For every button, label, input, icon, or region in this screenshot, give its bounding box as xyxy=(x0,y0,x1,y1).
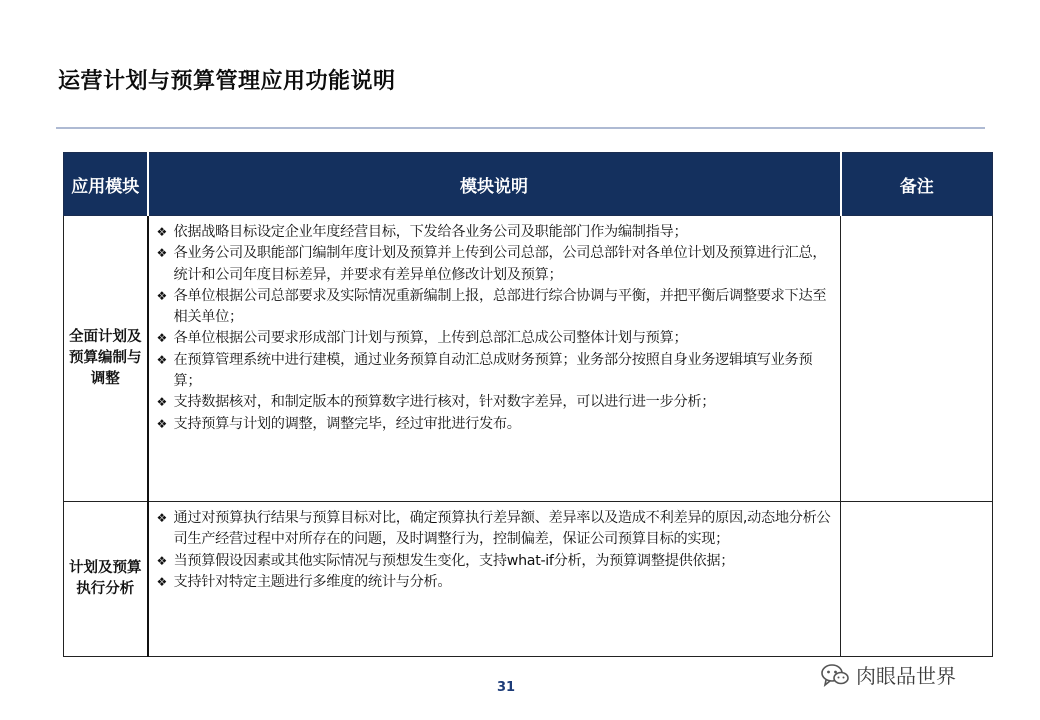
table-row xyxy=(64,216,993,502)
description-cell xyxy=(148,216,841,502)
diamond-bullet-icon: ❖ xyxy=(156,553,168,568)
list-item: ❖ 各单位根据公司要求形成部门计划与预算，上传到总部汇总成公司整体计划与预算； xyxy=(157,328,835,349)
note-cell xyxy=(841,216,993,502)
title-divider xyxy=(56,127,985,129)
list-item: ❖ 通过对预算执行结果与预算目标对比，确定预算执行差异额、差异率以及造成不利差异的原因,动态地分析公司生产经营过程中对所存在的问题，及时调整行为，控制偏差，保证公司预算目标的实现； xyxy=(156,510,831,548)
list-item: ❖ 当预算假设因素或其他实际情况与预想发生变化，支持what-if分析，为预算调整提供依据； xyxy=(157,551,835,572)
module-name-line: 全面计划及 xyxy=(69,329,142,345)
diamond-bullet-icon: ❖ xyxy=(156,352,168,367)
diamond-bullet-icon: ❖ xyxy=(156,246,168,261)
page-number: 31 xyxy=(496,680,516,695)
diamond-bullet-icon: ❖ xyxy=(156,511,168,525)
table-header-row xyxy=(64,153,993,216)
list-item: ❖ 在预算管理系统中进行建模，通过业务预算自动汇总成财务预算；业务部分按照自身业务逻辑填写业务预算； xyxy=(156,351,813,390)
module-cell xyxy=(64,502,148,657)
wechat-icon xyxy=(820,662,850,688)
header-module: 应用模块 xyxy=(64,153,148,216)
description-list xyxy=(157,222,835,435)
diamond-bullet-icon: ❖ xyxy=(156,225,168,239)
note-cell xyxy=(841,502,993,657)
watermark xyxy=(820,660,956,689)
module-name-line: 计划及预算 xyxy=(69,560,142,576)
page-title: 运营计划与预算管理应用功能说明 xyxy=(58,69,396,94)
list-item: ❖ 支持针对特定主题进行多维度的统计与分析。 xyxy=(157,572,835,593)
list-item: ❖ 支持数据核对，和制定版本的预算数字进行核对，针对数字差异，可以进行进一步分析； xyxy=(157,392,835,413)
diamond-bullet-icon: ❖ xyxy=(156,288,168,303)
header-description: 模块说明 xyxy=(148,153,841,216)
diamond-bullet-icon: ❖ xyxy=(156,574,168,589)
table-row xyxy=(64,502,993,657)
description-cell xyxy=(148,502,841,657)
module-name-line: 调整 xyxy=(90,371,120,387)
watermark-text: 肉眼品世界 xyxy=(856,664,956,688)
list-item: ❖ 依据战略目标设定企业年度经营目标，下发给各业务公司及职能部门作为编制指导； xyxy=(157,222,835,243)
module-name-line: 执行分析 xyxy=(76,581,135,597)
diamond-bullet-icon: ❖ xyxy=(156,416,168,431)
module-table xyxy=(63,152,993,657)
list-item: ❖ 各单位根据公司总部要求及实际情况重新编制上报，总部进行综合协调与平衡，并把平衡后调整要求下达至相关单位； xyxy=(156,287,827,326)
diamond-bullet-icon: ❖ xyxy=(156,331,168,346)
list-item: ❖ 各业务公司及职能部门编制年度计划及预算并上传到公司总部，公司总部针对各单位计划及预算进行汇总，统计和公司年度目标差异，并要求有差异单位修改计划及预算； xyxy=(156,245,827,283)
description-list xyxy=(157,508,835,593)
module-cell xyxy=(64,216,148,502)
diamond-bullet-icon: ❖ xyxy=(156,395,168,410)
list-item: ❖ 支持预算与计划的调整，调整完毕，经过审批进行发布。 xyxy=(157,414,835,435)
header-notes: 备注 xyxy=(841,153,993,216)
module-name-line: 预算编制与 xyxy=(69,350,142,366)
